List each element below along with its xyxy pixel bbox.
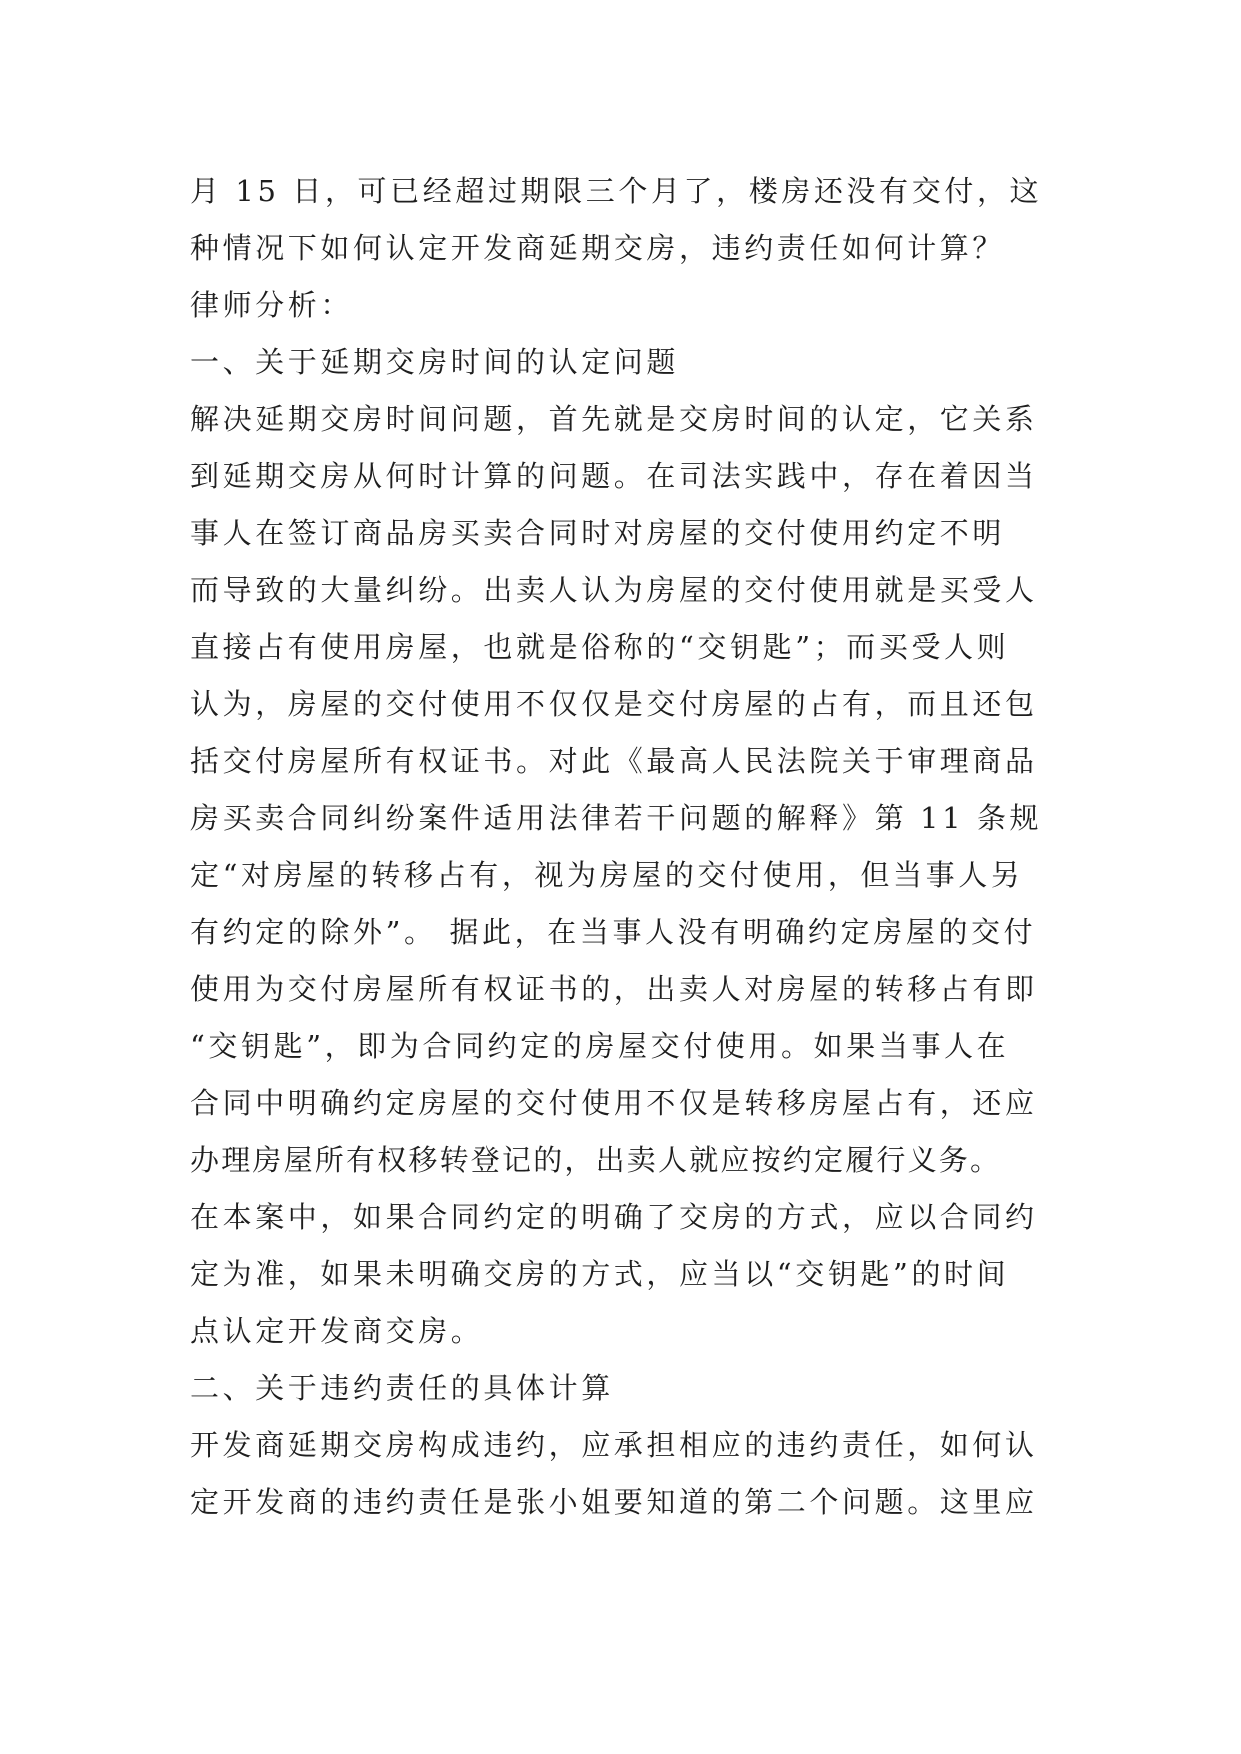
- text-line: 直接占有使用房屋，也就是俗称的“交钥匙”；而买受人则: [190, 630, 1010, 664]
- text-line: 月 15 日，可已经超过期限三个月了，楼房还没有交付，这: [190, 174, 1043, 208]
- text-line: 到延期交房从何时计算的问题。在司法实践中，存在着因当: [190, 459, 1038, 493]
- text-line: 事人在签订商品房买卖合同时对房屋的交付使用约定不明: [190, 516, 1006, 550]
- text-line: 认为，房屋的交付使用不仅仅是交付房屋的占有，而且还包: [190, 687, 1038, 721]
- text-line: 有约定的除外”。 据此，在当事人没有明确约定房屋的交付: [190, 915, 1037, 949]
- text-line: 种情况下如何认定开发商延期交房，违约责任如何计算？: [190, 231, 1006, 265]
- text-line: 在本案中，如果合同约定的明确了交房的方式，应以合同约: [190, 1200, 1038, 1234]
- text-line: “交钥匙”，即为合同约定的房屋交付使用。如果当事人在: [190, 1029, 1010, 1063]
- text-line: 而导致的大量纠纷。出卖人认为房屋的交付使用就是买受人: [190, 573, 1038, 607]
- text-line: 办理房屋所有权移转登记的，出卖人就应按约定履行义务。: [190, 1143, 1002, 1177]
- text-line: 使用为交付房屋所有权证书的，出卖人对房屋的转移占有即: [190, 972, 1038, 1006]
- text-line: 房买卖合同纠纷案件适用法律若干问题的解释》第 11 条规: [190, 801, 1043, 835]
- text-line: 点认定开发商交房。: [190, 1314, 484, 1348]
- section-heading: 二、关于违约责任的具体计算: [190, 1371, 614, 1405]
- text-line: 定“对房屋的转移占有，视为房屋的交付使用，但当事人另: [190, 858, 1024, 892]
- text-line: 开发商延期交房构成违约，应承担相应的违约责任，如何认: [190, 1428, 1038, 1462]
- text-line: 解决延期交房时间问题，首先就是交房时间的认定，它关系: [190, 402, 1038, 436]
- document-body: [190, 163, 1070, 1531]
- text-line: 合同中明确约定房屋的交付使用不仅是转移房屋占有，还应: [190, 1086, 1038, 1120]
- text-line: 律师分析：: [190, 288, 354, 322]
- section-heading: 一、关于延期交房时间的认定问题: [190, 345, 680, 379]
- text-line: 定为准，如果未明确交房的方式，应当以“交钥匙”的时间: [190, 1257, 1010, 1291]
- text-line: 括交付房屋所有权证书。对此《最高人民法院关于审理商品: [190, 744, 1038, 778]
- text-line: 定开发商的违约责任是张小姐要知道的第二个问题。这里应: [190, 1485, 1038, 1519]
